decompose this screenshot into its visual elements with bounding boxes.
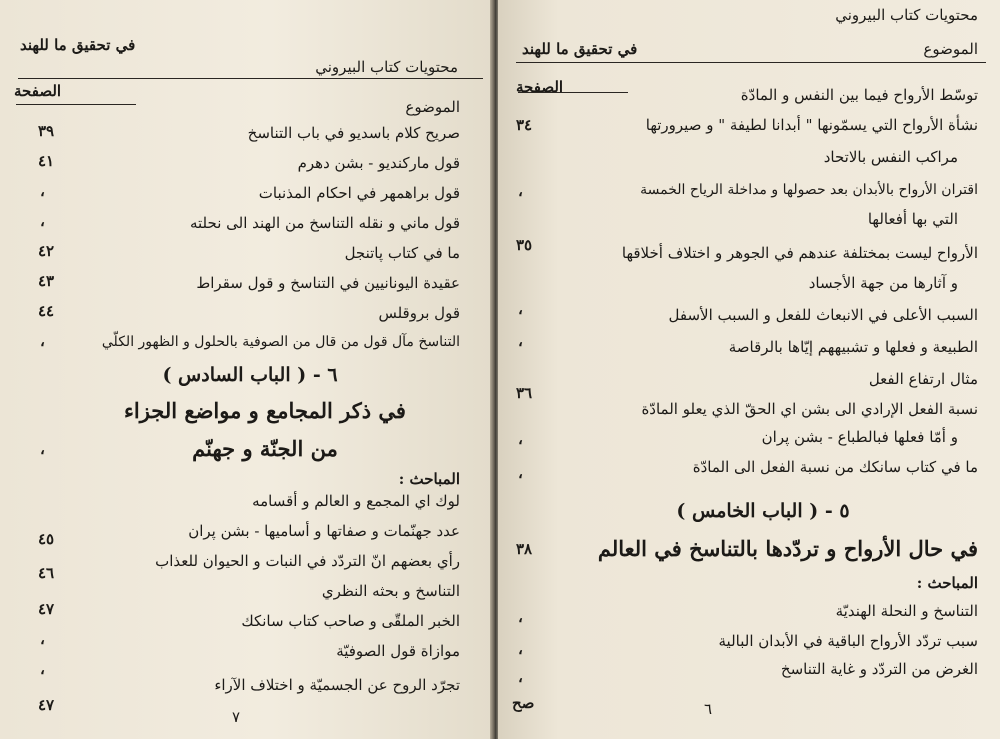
- right-entry-6: الأرواح ليست بمختلفة عندهم في الجوهر و اختلاف أخلاقها: [621, 244, 978, 262]
- left-entry-6-page: ٤٣: [38, 272, 55, 290]
- right-entry-3: مراكب النفس بالاتحاد: [823, 148, 958, 166]
- right-col-subject-label: الموضوع: [923, 40, 978, 58]
- left-entry2-2: عدد جهنّمات و صفاتها و أساميها - بشن پران: [188, 522, 460, 540]
- right-entry-4: اقتران الأرواح بالأبدان بعد حصولها و مداخلة الرياح الخمسة: [640, 182, 978, 198]
- left-entry2-5: الخبر الملقّى و صاحب كتاب سانكك: [241, 612, 460, 630]
- right-entry-11-page: ٣٦: [516, 384, 533, 402]
- right-entry2-1-page: ،: [518, 608, 523, 626]
- left-entry-6: عقيدة اليونانيين في التناسخ و قول سقراط: [196, 274, 460, 292]
- left-entry-1-page: ٣٩: [38, 122, 55, 140]
- left-chapter-label: ٦ - ( الباب السادس ): [162, 364, 338, 386]
- right-entry-9: الطبيعة و فعلها و تشبيههم إيّاها بالرقاصة: [728, 338, 978, 356]
- right-page: [498, 0, 1000, 739]
- right-entry-2-page: ٣٤: [516, 116, 533, 134]
- right-discussions-label: المباحث :: [916, 574, 978, 592]
- right-entry2-1: التناسخ و النحلة الهنديّة: [835, 602, 978, 620]
- left-entry-5: ما في كتاب پاتنجل: [344, 244, 460, 262]
- right-header-rule: [516, 62, 986, 63]
- right-entry-9-page: ،: [518, 332, 523, 350]
- right-entry-12-page: ،: [518, 430, 523, 448]
- right-entry-6-page: ٣٥: [516, 236, 533, 254]
- right-entry-8-page: ،: [518, 300, 523, 318]
- right-entry-12: و أمّا فعلها فبالطباع - بشن پران: [761, 428, 958, 446]
- left-chapter-title-2: من الجنّة و جهنّم: [192, 436, 338, 461]
- left-entry-4: قول ماني و نقله التناسخ من الهند الى نحلته: [189, 214, 460, 232]
- left-entry-2-page: ٤١: [38, 152, 55, 170]
- left-entry-3-page: ،: [40, 182, 45, 200]
- left-entry2-6: موازاة قول الصوفيّة: [336, 642, 460, 660]
- left-entry-7: قول بروقلس: [378, 304, 460, 322]
- right-entry-1: توسّط الأرواح فيما بين النفس و المادّة: [740, 86, 978, 104]
- left-page: [0, 0, 492, 739]
- left-entry2-4-page: ٤٧: [38, 600, 55, 618]
- left-discussions-label: المباحث :: [398, 470, 460, 488]
- left-entry-5-page: ٤٢: [38, 242, 55, 260]
- right-entry2-3-page: ،: [518, 668, 523, 686]
- left-entry-3: قول براهمهر في احكام المذنبات: [258, 184, 460, 202]
- left-entry2-2-page: ٤٥: [38, 530, 55, 548]
- left-col-page-label: الصفحة: [14, 82, 62, 100]
- right-entry-7: و آثارها من جهة الأجساد: [808, 274, 958, 292]
- right-entry-10: مثال ارتفاع الفعل: [868, 370, 978, 388]
- left-entry-4-page: ،: [40, 212, 45, 230]
- left-col-rule: [16, 104, 136, 105]
- right-chapter-page: ٣٨: [516, 540, 533, 558]
- left-entry-8: التناسخ مآل قول من قال من الصوفية بالحلول و الظهور الكلّي: [101, 334, 460, 350]
- right-entry-8: السبب الأعلى في الانبعاث للفعل و السبب الأسفل: [668, 306, 978, 324]
- left-entry2-7-page: ٤٧: [38, 696, 55, 714]
- right-chapter-title: في حال الأرواح و تردّدها بالتناسخ في العالم: [597, 536, 978, 561]
- left-entry2-1: لوك اي المجمع و العالم و أقسامه: [252, 492, 460, 510]
- right-catchword: صح: [512, 694, 535, 712]
- left-col-subject-label: الموضوع: [405, 98, 460, 116]
- right-folio: ٦: [704, 700, 713, 718]
- right-col-page-label: الصفحة: [516, 78, 564, 96]
- right-entry2-3: الغرض من التردّد و غاية التناسخ: [780, 660, 978, 678]
- left-entry-7-page: ٤٤: [38, 302, 55, 320]
- right-entry-13-page: ،: [518, 464, 523, 482]
- right-header-subtitle: محتويات كتاب البيروني: [835, 6, 978, 24]
- left-entry2-3: رأي بعضهم انّ التردّد في النبات و الحيوان للعذاب: [155, 552, 460, 570]
- left-header-rule: [18, 78, 483, 79]
- right-header-title: في تحقيق ما للهند: [522, 40, 638, 58]
- left-entry2-6-page: ،: [40, 660, 45, 678]
- left-folio: ٧: [232, 708, 241, 726]
- left-entry2-3-page: ٤٦: [38, 564, 55, 582]
- left-entry2-5-page: ،: [40, 630, 45, 648]
- right-entry-13: ما في كتاب سانكك من نسبة الفعل الى المادّة: [692, 458, 978, 476]
- right-chapter-label: ٥ - ( الباب الخامس ): [676, 500, 850, 522]
- left-chapter-title-1: في ذكر المجامع و مواضع الجزاء: [124, 398, 406, 423]
- left-entry2-4: التناسخ و بحثه النظري: [321, 582, 460, 600]
- right-entry-2: نشأة الأرواح التي يسمّونها " أبدانا لطيفة " و صيرورتها: [645, 116, 978, 134]
- right-entry-5: التي بها أفعالها: [867, 210, 958, 228]
- right-entry-11: نسبة الفعل الإرادي الى بشن اي الحقّ الذي يعلو المادّة: [641, 400, 978, 418]
- left-entry-1: صريح كلام باسديو في باب التناسخ: [247, 124, 460, 142]
- left-chapter-page: ،: [40, 440, 45, 458]
- right-entry2-2-page: ،: [518, 640, 523, 658]
- left-entry-2: قول ماركنديو - بشن دهرم: [297, 154, 460, 172]
- right-entry2-2: سبب تردّد الأرواح الباقية في الأبدان البالية: [718, 632, 978, 650]
- left-entry-8-page: ،: [40, 332, 45, 350]
- right-entry-4-page: ،: [518, 182, 523, 200]
- left-header-subtitle: محتويات كتاب البيروني: [315, 58, 458, 76]
- left-entry2-7: تجرّد الروح عن الجسميّة و اختلاف الآراء: [214, 676, 460, 694]
- left-header-title: في تحقيق ما للهند: [20, 36, 136, 54]
